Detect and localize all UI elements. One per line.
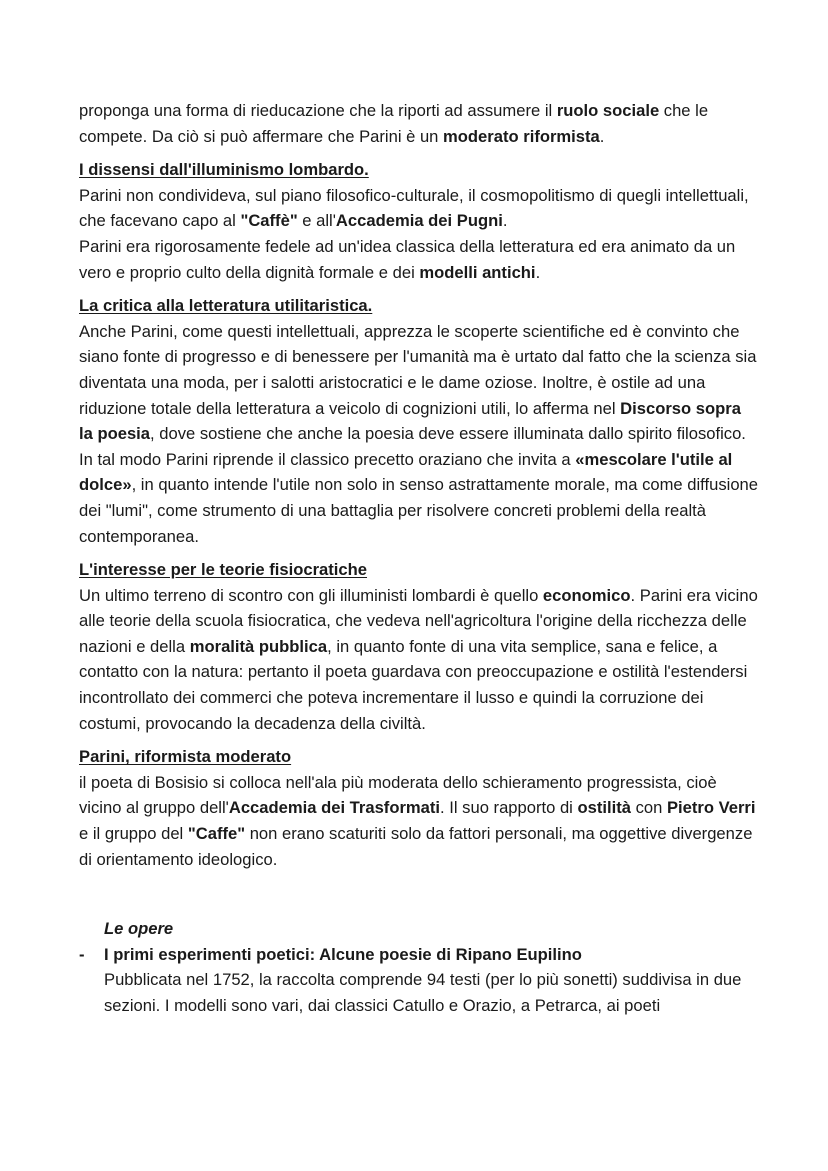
bold-term: "Caffe" xyxy=(187,824,246,844)
section-riformista xyxy=(79,744,759,872)
text-run: non erano scaturiti solo da fattori personali, ma oggettive divergenze di orientamento ideologico. xyxy=(79,824,753,869)
section-paragraph xyxy=(79,183,759,234)
list-item-heading: I primi esperimenti poetici: Alcune poesie di Ripano Eupilino xyxy=(104,944,582,964)
text-run: , dove sostiene che anche la poesia deve essere illuminata dallo spirito filosofico. In tal modo Parini riprende il classico precetto oraziano che invita a xyxy=(79,424,746,469)
section-dissensi xyxy=(79,157,759,285)
text-run: , in quanto intende l'utile non solo in senso astrattamente morale, ma come diffusione dei "lumi", come strumento di una battaglia per risolvere concreti problemi della realtà contemporanea. xyxy=(79,475,759,546)
section-paragraph xyxy=(79,234,759,285)
section-critica xyxy=(79,293,759,549)
text-run: . xyxy=(535,262,541,282)
bold-term: ostilità xyxy=(577,798,631,818)
text-run: Anche Parini, come questi intellettuali, apprezza le scoperte scientifiche ed è convinto che siano fonte di progresso e di benessere per l'umanità ma è urtato dal fatto che la scienza sia diventata una moda, per i salotti aristocratici e le dame oziose. Inoltre, è ostile ad una riduzione totale della letteratura a veicolo di cognizioni utili, lo afferma nel xyxy=(79,321,757,418)
text-run: Un ultimo terreno di scontro con gli illuministi lombardi è quello xyxy=(79,585,543,605)
bold-term: "Caffè" xyxy=(240,211,298,231)
bold-term: moralità pubblica xyxy=(189,636,328,656)
list-item xyxy=(79,942,759,1019)
text-run: . Parini era vicino alle teorie della scuola fisiocratica, che vedeva nell'agricoltura l'origine della ricchezza delle nazioni e della xyxy=(79,585,758,656)
text-run: e all' xyxy=(297,211,336,231)
section-heading: La critica alla letteratura utilitaristica. xyxy=(79,296,373,316)
text-run: , in quanto fonte di una vita semplice, sana e felice, a contatto con la natura: pertanto il poeta guardava con preoccupazione e ostilità l'estendersi incontrollato dei commerci che poteva incrementare il lusso e quindi la corruzione dei costumi, provocando la decadenza della civiltà. xyxy=(79,636,748,733)
text-run: e il gruppo del xyxy=(79,824,188,844)
section-paragraph xyxy=(79,319,759,549)
text-run: che le compete. Da ciò si può affermare che Parini è un xyxy=(79,101,709,146)
bold-term: modelli antichi xyxy=(419,262,536,282)
text-run: Parini era rigorosamente fedele ad un'idea classica della letteratura ed era animato da un vero e proprio culto della dignità formale e dei xyxy=(79,236,736,282)
document-body xyxy=(79,98,759,1019)
section-heading: L'interesse per le teorie fisiocratiche xyxy=(79,560,368,580)
list-item-text: Pubblicata nel 1752, la raccolta comprende 94 testi (per lo più sonetti) suddivisa in due sezioni. I modelli sono vari, dai classici Catullo e Orazio, a Petrarca, ai poeti xyxy=(104,970,742,1015)
section-paragraph xyxy=(79,583,759,737)
text-run: il poeta di Bosisio si colloca nell'ala più moderata dello schieramento progressista, cioè vicino al gruppo dell' xyxy=(79,772,717,818)
bold-term: «mescolare l'utile al dolce» xyxy=(79,449,733,495)
spacer xyxy=(79,872,759,916)
text-run: con xyxy=(630,798,667,818)
bold-term: moderato riformista xyxy=(443,126,600,146)
text-run: . Il suo rapporto di xyxy=(440,798,578,818)
text-run: Parini non condivideva, sul piano filosofico-culturale, il cosmopolitismo di quegli intellettuali, che facevano capo al xyxy=(79,185,749,231)
bold-term: Discorso sopra la poesia xyxy=(79,398,741,444)
section-opere xyxy=(79,916,759,1018)
opere-title: Le opere xyxy=(104,919,174,939)
bold-term: economico xyxy=(542,585,631,605)
bold-term: Accademia dei Trasformati xyxy=(228,798,441,818)
list-dash: - xyxy=(79,944,85,964)
text-run: . xyxy=(599,126,605,146)
section-heading: Parini, riformista moderato xyxy=(79,747,292,767)
bold-term: Accademia dei Pugni xyxy=(335,211,503,231)
text-run: proponga una forma di rieducazione che la riporti ad assumere il xyxy=(79,101,557,120)
section-heading: I dissensi dall'illuminismo lombardo. xyxy=(79,160,369,180)
bold-term: ruolo sociale xyxy=(556,101,660,120)
text-run: . xyxy=(502,211,508,231)
bold-term: Pietro Verri xyxy=(666,798,756,818)
intro-paragraph xyxy=(79,98,759,149)
section-paragraph xyxy=(79,770,759,872)
section-fisiocratiche xyxy=(79,557,759,736)
